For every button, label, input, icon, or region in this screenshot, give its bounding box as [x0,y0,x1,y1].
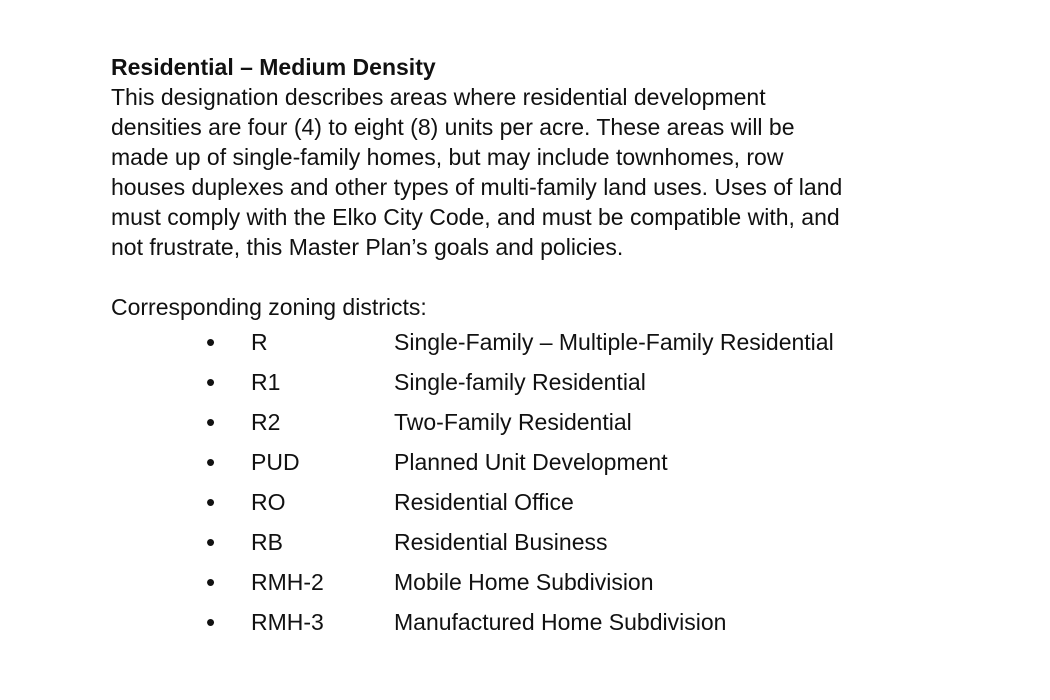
zoning-district-list [111,322,1011,642]
bullet-icon: • [206,567,216,597]
district-description: Two-Family Residential [394,409,632,435]
district-description: Mobile Home Subdivision [394,569,654,595]
district-description: Single-family Residential [394,369,646,395]
document-section [111,52,1011,642]
list-item [111,322,1011,362]
paragraph-line: densities are four (4) to eight (8) units per acre. These areas will be [111,114,795,140]
district-description: Manufactured Home Subdivision [394,609,727,635]
district-code: PUD [251,449,300,475]
district-description: Planned Unit Development [394,449,668,475]
paragraph-line: not frustrate, this Master Plan’s goals and policies. [111,234,624,260]
district-code: RMH-3 [251,609,324,635]
list-item [111,362,1011,402]
list-item [111,442,1011,482]
district-code: R [251,329,268,355]
bullet-icon: • [206,487,216,517]
district-code: R1 [251,369,281,395]
bullet-icon: • [206,447,216,477]
paragraph-line: made up of single-family homes, but may include townhomes, row [111,144,784,170]
list-item [111,482,1011,522]
district-code: RO [251,489,286,515]
bullet-icon: • [206,607,216,637]
district-description: Single-Family – Multiple-Family Residential [394,329,834,355]
district-description: Residential Business [394,529,608,555]
zoning-intro: Corresponding zoning districts: [111,294,427,320]
list-item [111,562,1011,602]
section-paragraph [111,82,1011,262]
paragraph-line: houses duplexes and other types of multi-family land uses. Uses of land [111,174,843,200]
bullet-icon: • [206,407,216,437]
list-item [111,402,1011,442]
bullet-icon: • [206,527,216,557]
paragraph-line: must comply with the Elko City Code, and must be compatible with, and [111,204,840,230]
district-description: Residential Office [394,489,574,515]
bullet-icon: • [206,327,216,357]
district-code: R2 [251,409,281,435]
section-heading: Residential – Medium Density [111,54,436,80]
district-code: RMH-2 [251,569,324,595]
district-code: RB [251,529,283,555]
list-item [111,602,1011,642]
paragraph-line: This designation describes areas where residential development [111,84,766,110]
bullet-icon: • [206,367,216,397]
list-item [111,522,1011,562]
